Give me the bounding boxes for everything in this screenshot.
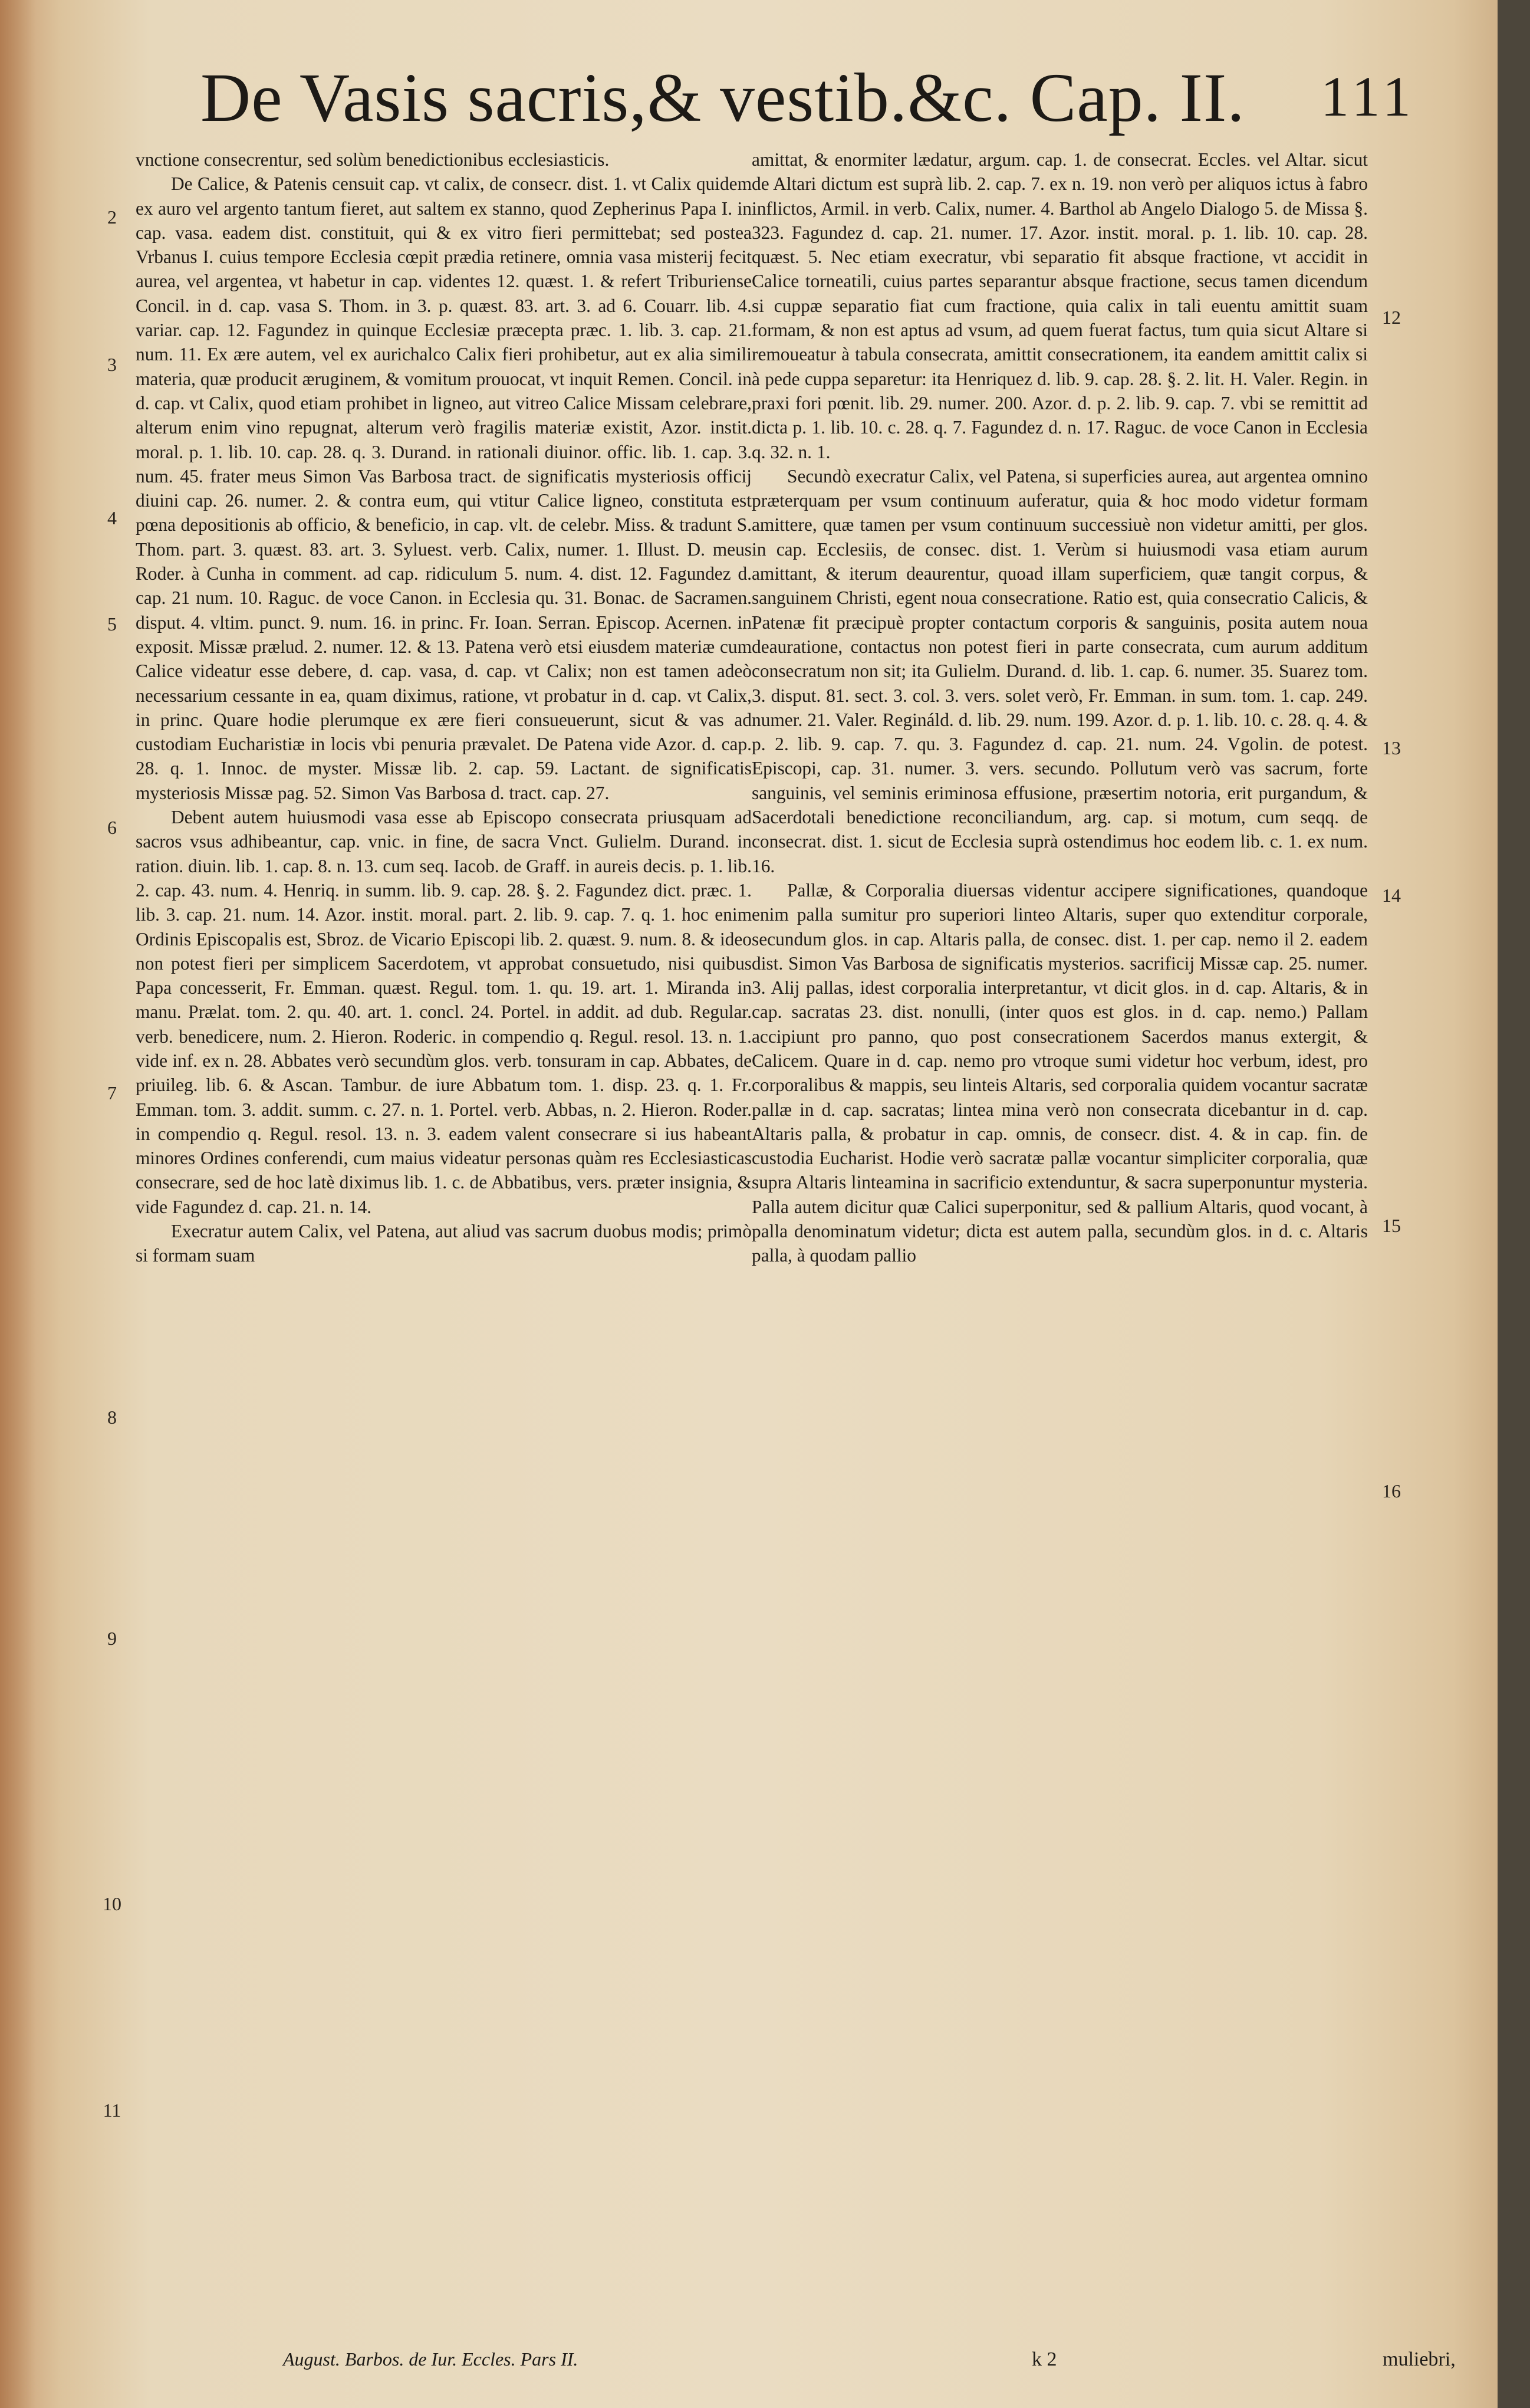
margin-number: 3 (107, 354, 117, 375)
catchword: muliebri, (1383, 2348, 1456, 2370)
page-header (200, 58, 1416, 146)
margin-number: 9 (107, 1628, 117, 1649)
margin-number: 2 (107, 206, 117, 228)
margin-number: 15 (1382, 1215, 1401, 1236)
margin-number: 16 (1382, 1480, 1401, 1502)
margin-number: 4 (107, 507, 117, 528)
folio-number: 111 (1321, 65, 1416, 128)
margin-number: 13 (1382, 737, 1401, 758)
margin-number: 11 (103, 2100, 121, 2121)
paragraph: Pallæ, & Corporalia diuersas videntur accipere significationes, quandoque enim palla sumitur pro superiori linteo Altaris, super quo extenditur corporale, secundum glos. in cap. Altaris palla, de consec. dist. 1. per cap. nemo il 2. eadem dist. Simon Vas Barbosa de significatis mysterios. sacrificij Missæ cap. 25. numer. 3. Alij pallas, idest corporalia interpretantur, vt dicit glos. in d. cap. Altaris, & in cap. sacratas 23. dist. nonulli, (inter quos est glos. in d. cap. nemo.) Pallam accipiunt pro panno, quo post consecrationem Sacerdos manus extergit, & Calicem. Quare in d. cap. nemo pro vtroque sumi videtur hoc verbum, idest, pro corporalibus & mappis, seu linteis Altaris, sed corporalia quidem vocantur sacratæ pallæ in d. cap. sacratas; lintea mina verò non consecrata dicebantur in d. cap. Altaris palla, & probatur in cap. omnis, de consecr. dist. 4. & in cap. fin. de custodia Eucharist. Hodie verò sacratæ pallæ vocantur simpliciter corporalia, quæ supra Altaris linteamina in sacrificio extenduntur, & sacra superponuntur mysteria. Palla autem dicitur quæ Calici superponitur, sed & pallium Altaris, quod vocant, à palla denominatum videtur; dicta est autem palla, secundùm glos. in d. c. Altaris palla, à quodam pallio (752, 879, 1368, 1266)
margin-number: 6 (107, 817, 117, 838)
margin-number: 14 (1382, 885, 1401, 906)
running-title: De Vasis sacris,& vestib.&c. Cap. II. (200, 59, 1245, 136)
paragraph: vnctione consecrentur, sed solùm benedictionibus ecclesiasticis. (136, 149, 610, 170)
paragraph: Debent autem huiusmodi vasa esse ab Episcopo consecrata priusquam ad sacros vsus adhibeantur, cap. vnic. in fine, de sacra Vnct. Gulielm. Durand. in ration. diuin. lib. 1. cap. 8. n. 13. cum seq. Iacob. de Graff. in aureis decis. p. 1. lib. 2. cap. 43. num. 4. Henriq. in summ. lib. 9. cap. 28. §. 2. Fagundez dict. præc. 1. lib. 3. cap. 21. num. 14. Azor. instit. moral. part. 2. lib. 9. cap. 7. q. 1. hoc enim Ordinis Episcopalis est, Sbroz. de Vicario Episcopi lib. 2. quæst. 9. num. 8. & ideo non potest fieri per simplicem Sacerdotem, vt approbat consuetudo, nisi quibus Papa concesserit, Fr. Emman. quæst. Regul. tom. 1. qu. 19. art. 1. Miranda in manu. Prælat. tom. 2. qu. 40. art. 1. concl. 24. Portel. in addit. ad dub. Regular. verb. benedicere, num. 2. Hieron. Roderic. in compendio q. Regul. resol. 13. n. 1. vide inf. ex n. 28. Abbates verò secundùm glos. verb. tonsuram in cap. Abbates, de priuileg. lib. 6. & Ascan. Tambur. de iure Abbatum tom. 1. disp. 23. q. 1. Fr. Emman. tom. 3. addit. summ. c. 27. n. 1. Portel. verb. Abbas, n. 2. Hieron. Roder. in compendio q. Regul. resol. 13. n. 3. eadem valent consecrare si ius habeant minores Ordines conferendi, cum maius videatur personas quàm res Ecclesiasticas consecrare, sed de hoc latè diximus lib. 1. c. de Abbatibus, vers. præter insignia, & vide Fagundez d. cap. 21. n. 14. (136, 807, 752, 1217)
right-column (752, 147, 1368, 1268)
left-column (136, 147, 752, 1268)
margin-number: 10 (103, 1893, 121, 1914)
paragraph: amittat, & enormiter lædatur, argum. cap. 1. de consecrat. Eccles. vel Altar. sicut de Altari dictum est suprà lib. 2. cap. 7. ex n. 19. non verò per aliquos ictus à fabro inflictos, Armil. in verb. Calix, numer. 4. Barthol ab Angelo Dialogo 5. de Missa §. 323. Fagundez d. cap. 21. numer. 17. Azor. instit. moral. p. 1. lib. 10. cap. 28. quæst. 5. Nec etiam execratur, vbi separatio fit absque fractione, vt accidit in Calice torneatili, cuius partes separantur absque fractione, secus tamen dicendum si cuppæ separatio fiat cum fractione, quia calix in tali euentu amittit suam formam, & non est aptus ad vsum, ad quem fuerat factus, tum quia sicut Altare si remoueatur à tabula consecrata, amittit consecrationem, ita eandem amittit calix si à pede cuppa separetur: ita Henriquez d. lib. 9. cap. 28. §. 2. lit. H. Valer. Regin. in praxi fori pœnit. lib. 29. numer. 200. Azor. d. p. 2. lib. 9. cap. 7. vbi se remittit ad dicta p. 1. lib. 10. c. 28. q. 7. Fagundez d. n. 17. Raguc. de voce Canon in Ecclesia q. 32. n. 1. (752, 149, 1368, 462)
signature-mark: k 2 (1032, 2348, 1057, 2370)
margin-number: 5 (107, 613, 117, 635)
margin-number: 8 (107, 1407, 117, 1428)
paragraph: Execratur autem Calix, vel Patena, aut aliud vas sacrum duobus modis; primò si formam suam (136, 1221, 752, 1266)
scan-edge (1498, 0, 1530, 2408)
footer-running-text: August. Barbos. de Iur. Eccles. Pars II. (283, 2348, 578, 2370)
margin-number: 12 (1382, 307, 1401, 328)
paragraph: De Calice, & Patenis censuit cap. vt calix, de consecr. dist. 1. vt Calix quidem ex auro vel argento tantum fieret, aut saltem ex stanno, quod Zepherinus Papa I. in cap. vasa. eadem dist. constituit, qui & ex vitro fieri permittebat; sed postea Vrbanus I. cuius tempore Ecclesia cœpit prædia retinere, omnia vasa misterij fecit aurea, vel argentea, vt habetur in cap. videntes 12. quæst. 1. & refert Triburiense Concil. in d. cap. vasa S. Thom. in 3. p. quæst. 83. art. 3. ad 6. Couarr. lib. 4. variar. cap. 12. Fagundez in quinque Ecclesiæ præcepta præc. 1. lib. 3. cap. 21. num. 11. Ex ære autem, vel ex aurichalco Calix fieri prohibetur, aut ex alia simili materia, quæ producit æruginem, & vomitum prouocat, vt inquit Remen. Concil. in d. cap. vt Calix, quod etiam prohibet in ligneo, aut vitreo Calice Missam celebrare, alterum enim vino repugnat, alterum verò fragilis materiæ existit, Azor. instit. moral. p. 1. lib. 10. cap. 28. q. 3. Durand. in rationali diuinor. offic. lib. 1. cap. 3. num. 45. frater meus Simon Vas Barbosa tract. de significatis mysteriosis officij diuini cap. 26. numer. 2. & contra eum, qui vtitur Calice ligneo, constituta est pœna depositionis ab officio, & beneficio, in cap. vlt. de celebr. Miss. & tradunt S. Thom. part. 3. quæst. 83. art. 3. Syluest. verb. Calix, numer. 1. Illust. D. meus Roder. à Cunha in comment. ad cap. ridiculum 5. num. 4. dist. 12. Fagundez d. cap. 21 num. 10. Raguc. de voce Canon. in Ecclesia qu. 31. Bonac. de Sacramen. disput. 4. vltim. punct. 9. num. 16. in princ. Fr. Ioan. Serran. Episcop. Acernen. in exposit. Missæ prælud. 2. numer. 12. & 13. Patena verò etsi eiusdem materiæ cum Calice videatur esse debere, d. cap. vasa, d. cap. vt Calix; non est tamen adeò necessarium cessante in ea, quam diximus, ratione, vt probatur in d. cap. vt Calix, in princ. Quare hodie plerumque ex ære fieri consueuerunt, sicut & vas ad custodiam Eucharistiæ in locis vbi penuria prævalet. De Patena vide Azor. d. cap. 28. q. 1. Innoc. de myster. Missæ lib. 2. cap. 59. Lactant. de significatis mysteriosis Missæ pag. 52. Simon Vas Barbosa d. tract. cap. 27. (136, 173, 752, 803)
paragraph: Secundò execratur Calix, vel Patena, si superficies aurea, aut argentea omnino præterquam per vsum continuum auferatur, quia & hoc modo videtur formam amittere, quæ tamen per vsum continuum successiuè non videtur amitti, per glos. in cap. Ecclesiis, de consec. dist. 1. Verùm si huiusmodi vasa etiam aurum amittant, & iterum deaurentur, quoad illam superficiem, quæ tangit corpus, & sanguinem Christi, egent noua consecratione. Ratio est, quia consecratio Calicis, & Patenæ fit præcipuè propter contactum corporis & sanguinis, posita autem noua deauratione, contactus non potest fieri in parte consecrata, cum aurum additum consecratum non sit; ita Gulielm. Durand. d. lib. 1. cap. 6. numer. 35. Suarez tom. 3. disput. 81. sect. 3. col. 3. vers. solet verò, Fr. Emman. in sum. tom. 1. cap. 249. numer. 21. Valer. Regináld. d. lib. 29. num. 199. Azor. d. p. 1. lib. 10. c. 28. q. 4. & p. 2. lib. 9. cap. 7. qu. 3. Fagundez d. cap. 21. num. 24. Vgolin. de potest. Episcopi, cap. 31. numer. 3. vers. secundo. Pollutum verò vas sacrum, forte sanguinis, vel seminis eriminosa effusione, præsertim notoria, erit purgandum, & Sacerdotali benedictione reconciliandum, arg. cap. si motum, cum seqq. de consecrat. dist. 1. sicut de Ecclesia suprà ostendimus hoc eodem lib. c. 1. ex num. 16. (752, 465, 1368, 876)
margin-number: 7 (107, 1082, 117, 1103)
